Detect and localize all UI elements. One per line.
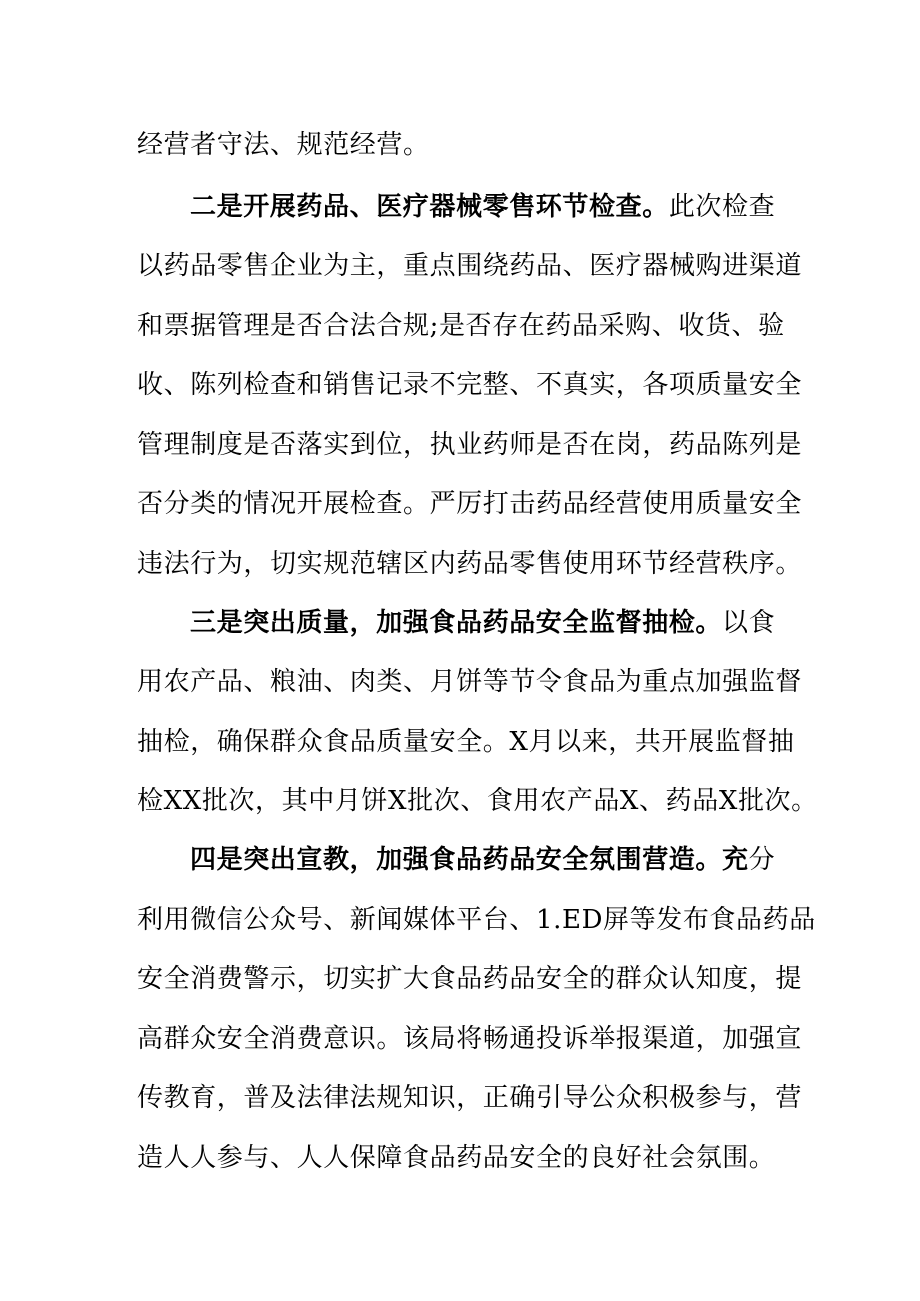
text-line: 造人人参与、人人保障食品药品安全的良好社会氛围。: [137, 1143, 776, 1173]
text-line: 否分类的情况开展检查。严厉打击药品经营使用质量安全: [137, 489, 803, 519]
paragraph-heading-line: 三是突出质量，加强食品药品安全监督抽检。以食: [190, 608, 776, 638]
paragraph-heading: 三是突出质量，加强食品药品安全监督抽检。: [190, 608, 723, 638]
text-line: 管理制度是否落实到位，执业药师是否在岗，药品陈列是: [137, 430, 803, 460]
text-line: 安全消费警示，切实扩大食品药品安全的群众认知度，提: [137, 964, 803, 994]
text-line: 和票据管理是否合法合规;是否存在药品采购、收货、验: [137, 311, 785, 341]
text-line: 抽检，确保群众食品质量安全。X月以来，共开展监督抽: [137, 727, 795, 757]
text-line: 传教育，普及法律法规知识，正确引导公众积极参与，营: [137, 1083, 803, 1113]
text-line: 利用微信公众号、新闻媒体平台、1.ED屏等发布食品药品: [137, 905, 816, 935]
text-line: 高群众安全消费意识。该局将畅通投诉举报渠道，加强宣: [137, 1024, 803, 1054]
text-line: 检XX批次，其中月饼X批次、食用农产品X、药品X批次。: [137, 786, 818, 816]
text-line: 收、陈列检查和销售记录不完整、不真实，各项质量安全: [137, 370, 803, 400]
text-line: 以药品零售企业为主，重点围绕药品、医疗器械购进渠道: [137, 251, 803, 281]
paragraph-heading: 四是突出宣教，加强食品药品安全氛围营造。充: [190, 845, 749, 875]
paragraph-heading-line: 二是开展药品、医疗器械零售环节检查。此次检查: [190, 192, 776, 222]
text-line: 用农产品、粮油、肉类、月饼等节令食品为重点加强监督: [137, 667, 803, 697]
paragraph-heading: 二是开展药品、医疗器械零售环节检查。: [190, 192, 669, 222]
text-line: 违法行为，切实规范辖区内药品零售使用环节经营秩序。: [137, 549, 803, 579]
text-line: 经营者守法、规范经营。: [137, 130, 430, 160]
paragraph-heading-line: 四是突出宣教，加强食品药品安全氛围营造。充分: [190, 845, 776, 875]
